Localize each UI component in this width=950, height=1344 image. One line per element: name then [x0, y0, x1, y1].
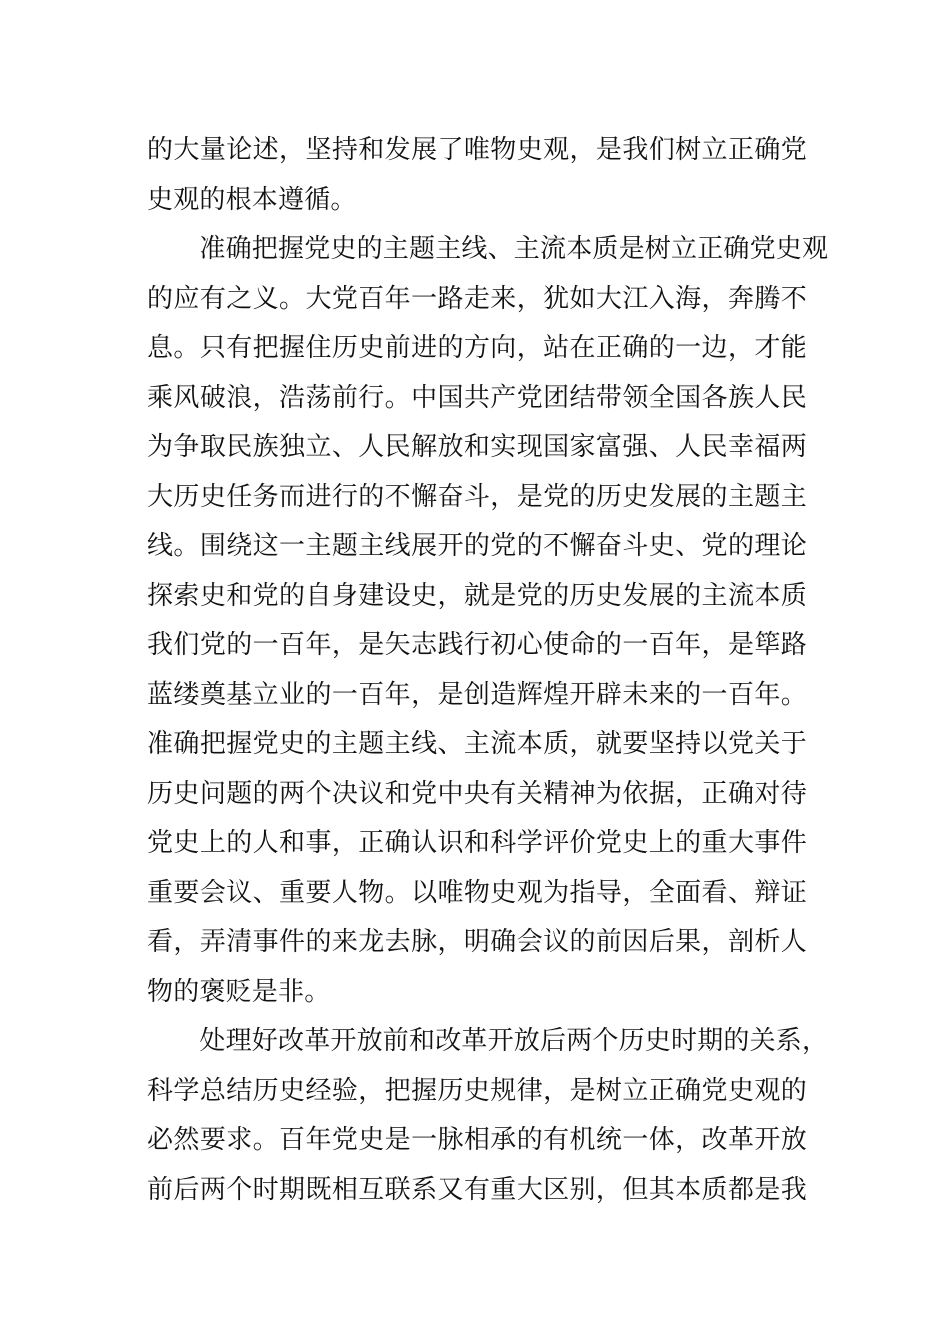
text-line: 看，弄清事件的来龙去脉，明确会议的前因后果，剖析人: [147, 927, 807, 957]
text-line: 党史上的人和事，正确认识和科学评价党史上的重大事件: [147, 828, 807, 858]
text-line: 历史问题的两个决议和党中央有关精神为依据，正确对待: [147, 778, 807, 809]
text-line: 息。只有把握住历史前进的方向，站在正确的一边，才能: [147, 333, 807, 363]
text-line: 大历史任务而进行的不懈奋斗，是党的历史发展的主题主: [147, 481, 807, 512]
text-line: 的大量论述，坚持和发展了唯物史观，是我们树立正确党: [147, 135, 807, 165]
text-line: 科学总结历史经验，把握历史规律，是树立正确党史观的: [147, 1075, 807, 1106]
body-text: [147, 126, 829, 1215]
text-line: 我们党的一百年，是矢志践行初心使命的一百年，是筚路: [147, 630, 807, 660]
text-line: 蓝缕奠基立业的一百年，是创造辉煌开辟未来的一百年。: [147, 679, 807, 710]
text-line: 的应有之义。大党百年一路走来，犹如大江入海，奔腾不: [147, 283, 807, 314]
text-line: 物的褒贬是非。: [147, 976, 331, 1007]
text-line: 重要会议、重要人物。以唯物史观为指导，全面看、辩证: [147, 877, 807, 908]
text-line: 史观的根本遵循。: [147, 184, 357, 215]
text-line: 前后两个时期既相互联系又有重大区别，但其本质都是我: [147, 1174, 807, 1205]
text-line: 处理好改革开放前和改革开放后两个历史时期的关系，: [147, 1026, 829, 1056]
text-line: 准确把握党史的主题主线、主流本质，就要坚持以党关于: [147, 729, 807, 759]
text-line: 乘风破浪，浩荡前行。中国共产党团结带领全国各族人民: [147, 382, 807, 413]
text-line: 必然要求。百年党史是一脉相承的有机统一体，改革开放: [147, 1125, 807, 1155]
text-line: 为争取民族独立、人民解放和实现国家富强、人民幸福两: [147, 432, 807, 462]
text-line: 准确把握党史的主题主线、主流本质是树立正确党史观: [147, 234, 829, 264]
text-line: 线。围绕这一主题主线展开的党的不懈奋斗史、党的理论: [147, 531, 807, 561]
text-line: 探索史和党的自身建设史，就是党的历史发展的主流本质: [147, 580, 807, 611]
